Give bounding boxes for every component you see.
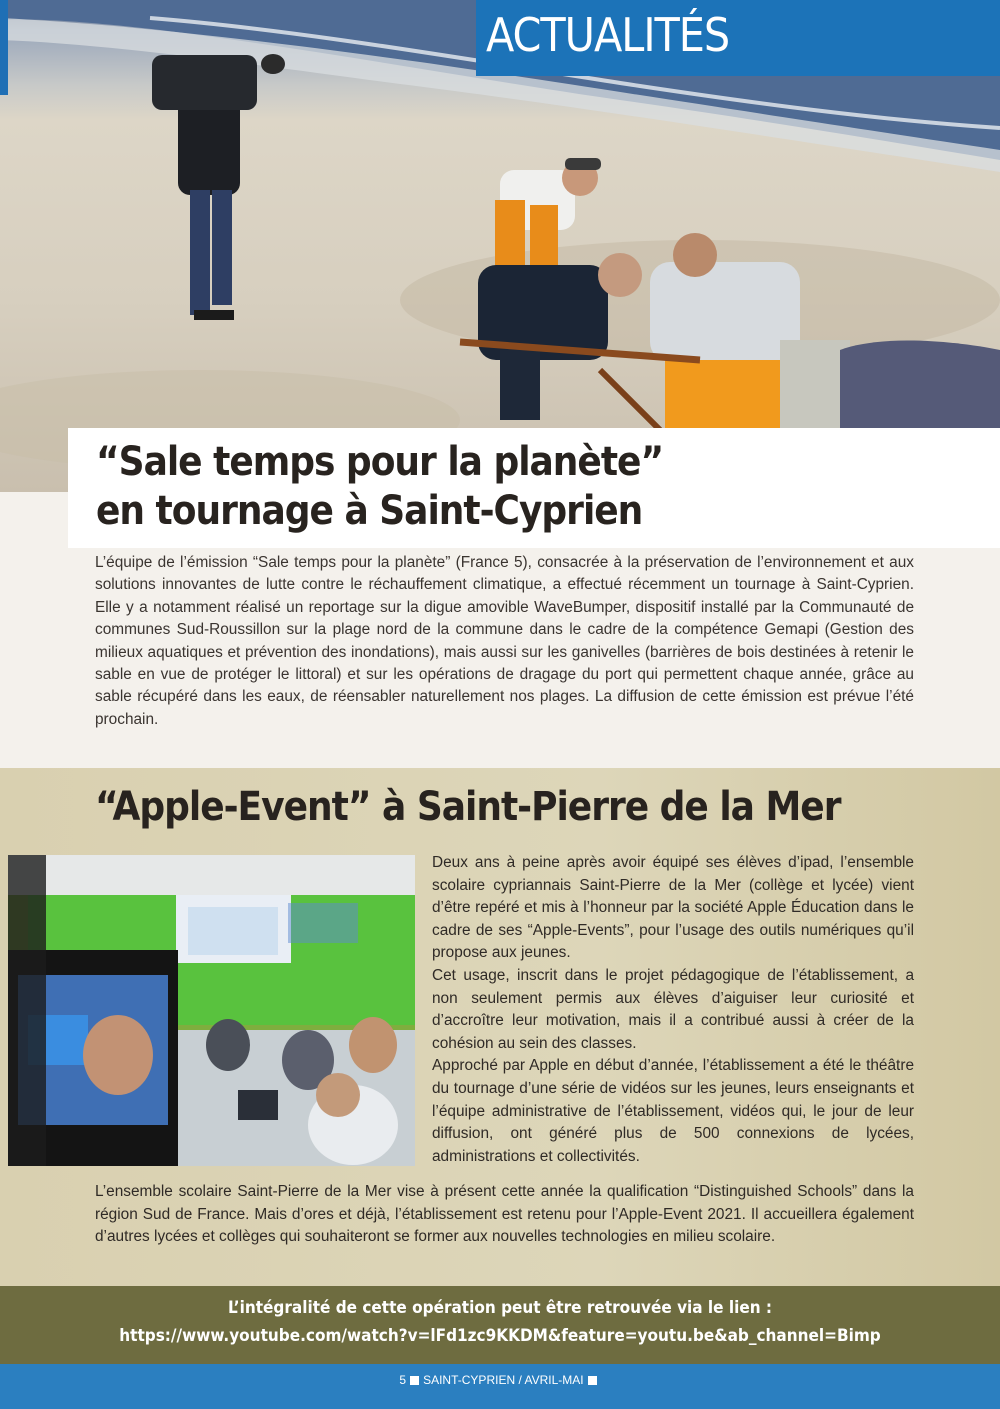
page-footer [0,1364,1000,1409]
article2-paragraph-3: Approché par Apple en début d’année, l’établissement a été le théâtre du tournage d’une série de vidéos sur les jeunes, leurs enseignants et l’équipe administrative de l’établissement, vidéos qui, le jour de leur diffusion, ont généré plus de 500 connexions de lycées, administrations et collectivités. [432,1057,914,1165]
video-link-banner [0,1286,1000,1364]
banner-intro-text: L’intégralité de cette opération peut être retrouvée via le lien : [227,1298,773,1318]
article2-paragraph-1: Deux ans à peine après avoir équipé ses élèves d’ipad, l’ensemble scolaire cypriannais Saint-Pierre de la Mer (collège et lycée) vient d’être repéré et mis à l’honneur par la société Apple Éducation dans le cadre de ses “Apple-Events”, pour l’usage des outils numériques qu’il propose aux jeunes. [432,854,914,962]
page-edge-stripe [0,0,8,95]
article2-full-width-text [95,1181,914,1249]
article1-body: L’équipe de l’émission “Sale temps pour la planète” (France 5), consacrée à la préservation de l’environnement et aux solutions innovantes de lutte contre le réchauffement climatique, a effectué récemment un tournage à Saint-Cyprien. Elle y a notamment réalisé un reportage sur la digue amovible WaveBumper, dispositif installé par la Communauté de communes Sud-Roussillon sur la plage nord de la commune dans le cadre de la compétence Gemapi (Gestion des milieux aquatiques et prévention des inondations), mais aussi sur les ganivelles (barrières de bois destinées à retenir le sable en vue de protéger le littoral) et sur les opérations de dragage du port qui permettent chaque année, grâce au sable récupéré dans les eaux, de réensabler naturellement nos plages. La diffusion de cette émission est prévue l’été prochain. [95,554,914,728]
classroom-scene-illustration [8,855,415,1166]
page-number: 5 [399,1373,407,1387]
article2-section [0,768,1000,1288]
article2-title: “Apple-Event” à Saint-Pierre de la Mer [95,784,841,830]
publication-name: SAINT-CYPRIEN / AVRIL-MAI [423,1373,584,1387]
article2-paragraph-2: Cet usage, inscrit dans le projet pédagogique de l’établissement, a non seulement permis aux élèves d’aiguiser leur curiosité et d’accroître leur motivation, mais il a contribué aussi à créer de la cohésion au sein des classes. [432,966,914,1052]
square-bullet-icon [410,1376,419,1385]
footer-text [0,1373,1000,1387]
youtube-link[interactable]: https://www.youtube.com/watch?v=lFd1zc9KKDM&feature=youtu.be&ab_channel=Bimp [119,1326,881,1346]
article2-column-text [432,852,914,1168]
article2-paragraph-4: L’ensemble scolaire Saint-Pierre de la Mer vise à présent cette année la qualification “Distinguished Schools” dans la région Sud de France. Mais d’ores et déjà, l’établissement est retenu pour l’Apple-Event 2021. Il accueillera également d’autres lycées et collèges qui souhaiteront se former aux nouvelles technologies en milieu scolaire. [95,1183,914,1246]
classroom-photo [8,855,415,1166]
square-bullet-icon [588,1376,597,1385]
article1-title: “Sale temps pour la planète” en tournage à Saint-Cyprien [96,439,664,534]
section-tag [476,0,1000,76]
section-tag-label: ACTUALITÉS [486,8,730,62]
cameraman-figure [152,55,257,320]
article1-title-box [68,428,1000,548]
